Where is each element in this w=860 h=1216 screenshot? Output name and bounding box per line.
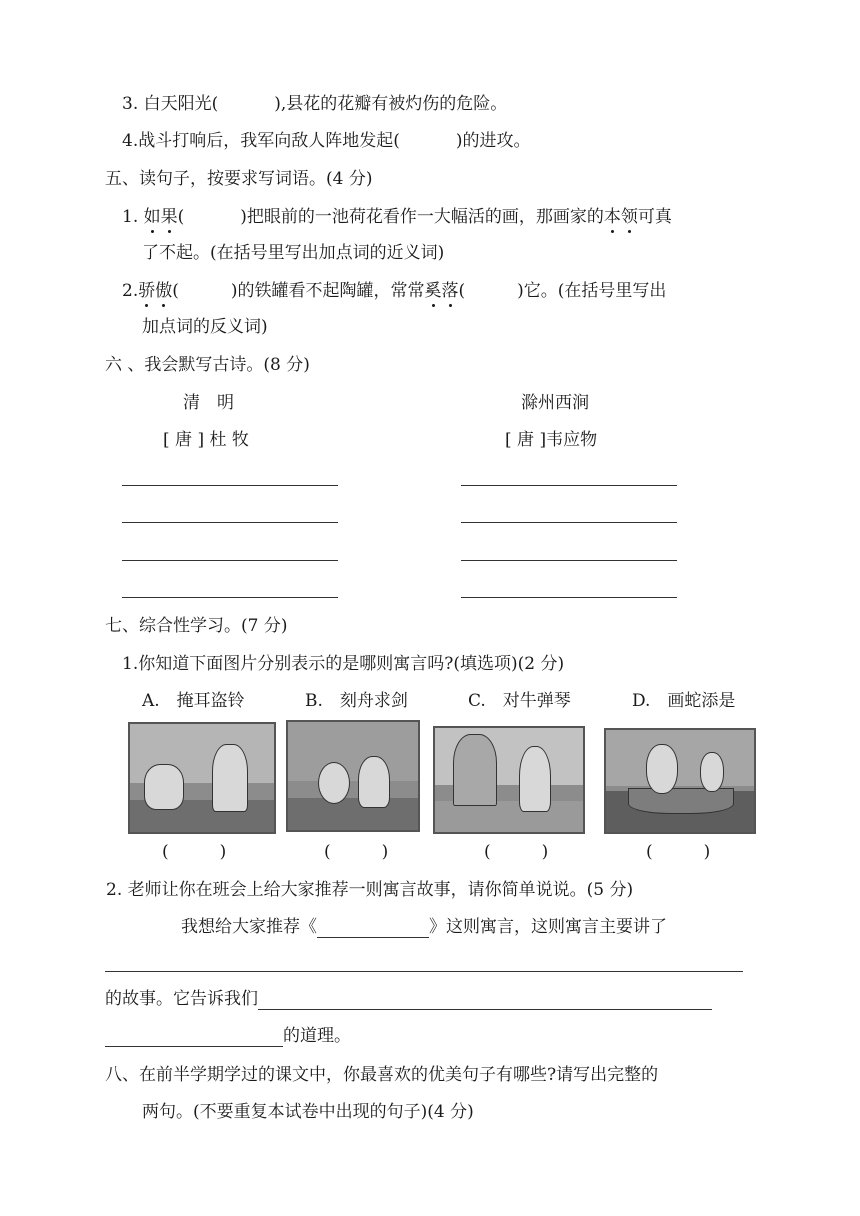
poem1-answer-line[interactable] bbox=[122, 485, 338, 486]
moral-answer-blank-2[interactable] bbox=[105, 1028, 283, 1047]
question-5-2-line2: 加点词的反义词) bbox=[142, 317, 268, 337]
fable-picture-1 bbox=[128, 722, 276, 834]
question-7-2-end: 的道理。 bbox=[105, 1025, 351, 1047]
poem2-title: 滁州西涧 bbox=[521, 393, 589, 413]
section-8-line2: 两句。(不要重复本试卷中出现的句子)(4 分) bbox=[142, 1102, 474, 1122]
poem2-answer-line[interactable] bbox=[461, 485, 677, 486]
story-answer-line[interactable] bbox=[105, 971, 743, 972]
poem1-answer-line[interactable] bbox=[122, 597, 338, 598]
person-figure bbox=[646, 744, 678, 794]
question-5-1: 1. 如果( )把眼前的一池荷花看作一大幅活的画，那画家的本领可真 bbox=[122, 207, 672, 227]
answer-paren-4[interactable]: ( ) bbox=[646, 842, 711, 862]
poem1-title: 清 明 bbox=[183, 393, 234, 413]
boat-figure bbox=[628, 788, 734, 814]
bell-figure bbox=[453, 734, 497, 806]
person-figure bbox=[700, 752, 724, 792]
poem1-answer-line[interactable] bbox=[122, 560, 338, 561]
section-8-title: 八、在前半学期学过的课文中，你最喜欢的优美句子有哪些?请写出完整的 bbox=[105, 1065, 659, 1085]
option-d: D. 画蛇添是 bbox=[632, 691, 736, 711]
poem2-answer-line[interactable] bbox=[461, 560, 677, 561]
ox-figure bbox=[144, 764, 184, 810]
fable-picture-2 bbox=[286, 720, 420, 832]
answer-paren-1[interactable]: ( ) bbox=[162, 842, 227, 862]
question-7-2: 2. 老师让你在班会上给大家推荐一则寓言故事，请你简单说说。(5 分) bbox=[106, 880, 634, 900]
fable-name-blank[interactable] bbox=[317, 919, 429, 938]
picture-ground bbox=[288, 798, 418, 830]
question-4-4: 4.战斗打响后，我军向敌人阵地发起( )的进攻。 bbox=[122, 131, 531, 151]
section-6-title: 六 、我会默写古诗。(8 分) bbox=[105, 355, 310, 375]
question-7-2-moral: 的故事。它告诉我们 bbox=[105, 988, 712, 1010]
option-a: A. 掩耳盗铃 bbox=[142, 691, 245, 711]
section-5-title: 五、读句子，按要求写词语。(4 分) bbox=[105, 169, 373, 189]
picture-sky bbox=[606, 730, 754, 786]
section-7-title: 七、综合性学习。(7 分) bbox=[105, 616, 288, 636]
fable-picture-4 bbox=[604, 728, 756, 834]
option-c: C. 对牛弹琴 bbox=[468, 691, 571, 711]
picture-sky bbox=[288, 722, 418, 781]
person-figure bbox=[358, 756, 390, 808]
poem2-author: [ 唐 ]韦应物 bbox=[505, 430, 598, 450]
poem2-answer-line[interactable] bbox=[461, 597, 677, 598]
option-b: B. 刻舟求剑 bbox=[305, 691, 408, 711]
poem2-answer-line[interactable] bbox=[461, 522, 677, 523]
scholar-figure bbox=[212, 744, 248, 812]
question-7-1: 1.你知道下面图片分别表示的是哪则寓言吗?(填选项)(2 分) bbox=[122, 654, 565, 674]
person-figure bbox=[318, 762, 350, 804]
question-5-1-line2: 了不起。(在括号里写出加点词的近义词) bbox=[142, 243, 445, 263]
poem1-answer-line[interactable] bbox=[122, 522, 338, 523]
moral-answer-blank[interactable] bbox=[258, 991, 712, 1010]
person-figure bbox=[519, 746, 551, 812]
poem1-author: [ 唐 ] 杜 牧 bbox=[163, 430, 249, 450]
answer-paren-2[interactable]: ( ) bbox=[324, 842, 389, 862]
answer-paren-3[interactable]: ( ) bbox=[484, 842, 549, 862]
question-4-3: 3. 白天阳光( ),县花的花瓣有被灼伤的危险。 bbox=[122, 94, 508, 114]
fable-picture-3 bbox=[433, 726, 585, 834]
question-5-2: 2.骄傲( )的铁罐看不起陶罐，常常奚落( )它。(在括号里写出 bbox=[122, 281, 667, 301]
question-7-2-prompt: 我想给大家推荐《 》这则寓言，这则寓言主要讲了 bbox=[181, 917, 667, 937]
